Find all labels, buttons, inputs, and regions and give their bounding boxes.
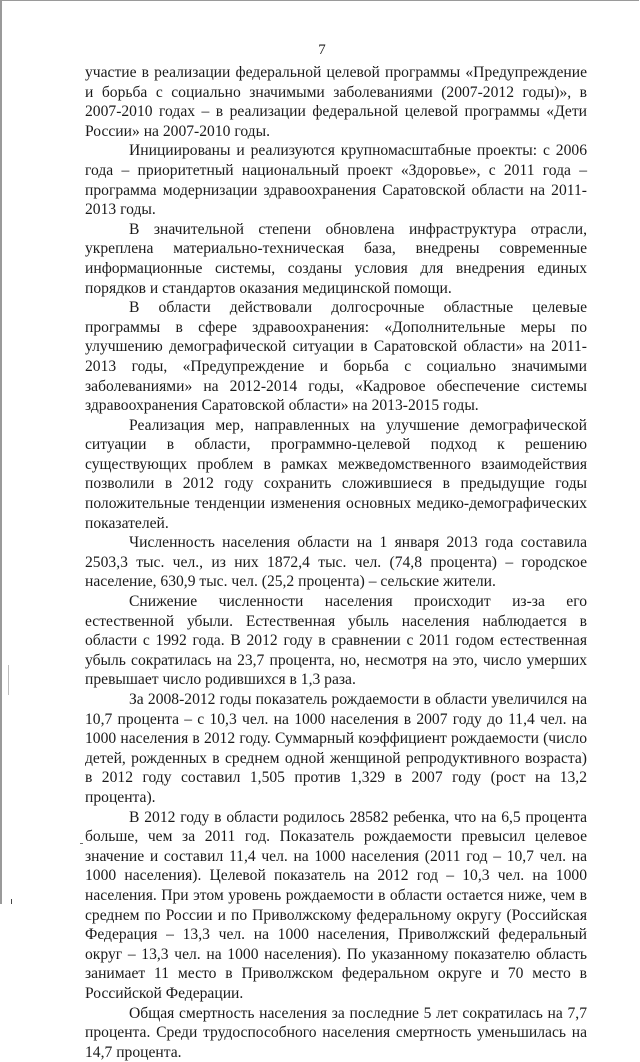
paragraph-demographic-measures: Реализация мер, направленных на улучшение демографической ситуации в области, программно-целевой подход к решению существующих проблем в рамках межведомственного взаимодействия позволили в 2012 году сохранить сложившиеся в предыдущие годы положительные тенденции изменения основных медико-демографических показателей. bbox=[85, 416, 587, 534]
paragraph-priority-projects: Инициированы и реализуются крупномасштабные проекты: с 2006 года – приоритетный национальный проект «Здоровье», с 2011 года – программа модернизации здравоохранения Саратовской области на 2011-2013 годы. bbox=[85, 141, 587, 219]
page-number: 7 bbox=[2, 42, 640, 59]
paragraph-births-2012: В 2012 году в области родилось 28582 ребенка, что на 6,5 процента больше, чем за 2011 год. Показатель рождаемости превысил целевое значение и составил 11,4 чел. на 1000 населения (2011 год – 10,7 чел. на 1000 населения). Целевой показатель на 2012 год – 10,3 чел. на 1000 населения. При этом уровень рождаемости в области остается ниже, чем в среднем по России и по Приволжскому федеральному округу (Российская Федерация – 13,3 чел. на 1000 населения, Приволжский федеральный округ – 13,3 чел. на 1000 населения). По указанному показателю область занимает 11 место в Приволжском федеральном округе и 70 место в Российской Федерации. bbox=[85, 808, 587, 1004]
paragraph-natural-decline: Снижение численности населения происходит из-за его естественной убыли. Естественная убыль населения наблюдается в области с 1992 года. В 2012 году в сравнении с 2011 годом естественная убыль сократилась на 23,7 процента, но, несмотря на это, число умерших превышает число родившихся в 1,3 раза. bbox=[85, 592, 587, 690]
paragraph-infrastructure: В значительной степени обновлена инфраструктура отрасли, укреплена материально-техническая база, внедрены современные информационные системы, созданы условия для внедрения единых порядков и стандартов оказания медицинской помощи. bbox=[85, 220, 587, 298]
paragraph-birth-rate-trend: За 2008-2012 годы показатель рождаемости в области увеличился на 10,7 процента – с 10,3 чел. на 1000 населения в 2007 году до 11,4 чел. на 1000 населения в 2012 году. Суммарный коэффициент рождаемости (число детей, рожденных в среднем одной женщиной репродуктивного возраста) в 2012 году составил 1,505 против 1,329 в 2007 году (рост на 13,2 процента). bbox=[85, 690, 587, 808]
paragraph-regional-programs: В области действовали долгосрочные областные целевые программы в сфере здравоохранения: «Дополнительные меры по улучшению демографической ситуации в Саратовской области» на 2011-2013 годы, «Предупреждение и борьба с социально значимыми заболеваниями» на 2012-2014 годы, «Кадровое обеспечение системы здравоохранения Саратовской области» на 2013-2015 годы. bbox=[85, 298, 587, 416]
paragraph-continuation: участие в реализации федеральной целевой программы «Предупреждение и борьба с социально значимыми заболеваниями (2007-2012 годы)», в 2007-2010 годах – в реализации федеральной целевой программы «Дети России» на 2007-2010 годы. bbox=[85, 63, 587, 141]
scan-artifact bbox=[80, 843, 83, 844]
document-body bbox=[85, 63, 587, 1062]
paragraph-mortality: Общая смертность населения за последние 5 лет сократилась на 7,7 процента. Среди трудоспособного населения смертность уменьшилась на 14,7 процента. bbox=[85, 1004, 587, 1062]
scan-artifact bbox=[11, 899, 12, 904]
paragraph-population: Численность населения области на 1 января 2013 года составила 2503,3 тыс. чел., из них 1872,4 тыс. чел. (74,8 процента) – городское население, 630,9 тыс. чел. (25,2 процента) – сельские жители. bbox=[85, 533, 587, 592]
scan-artifact bbox=[8, 665, 9, 695]
